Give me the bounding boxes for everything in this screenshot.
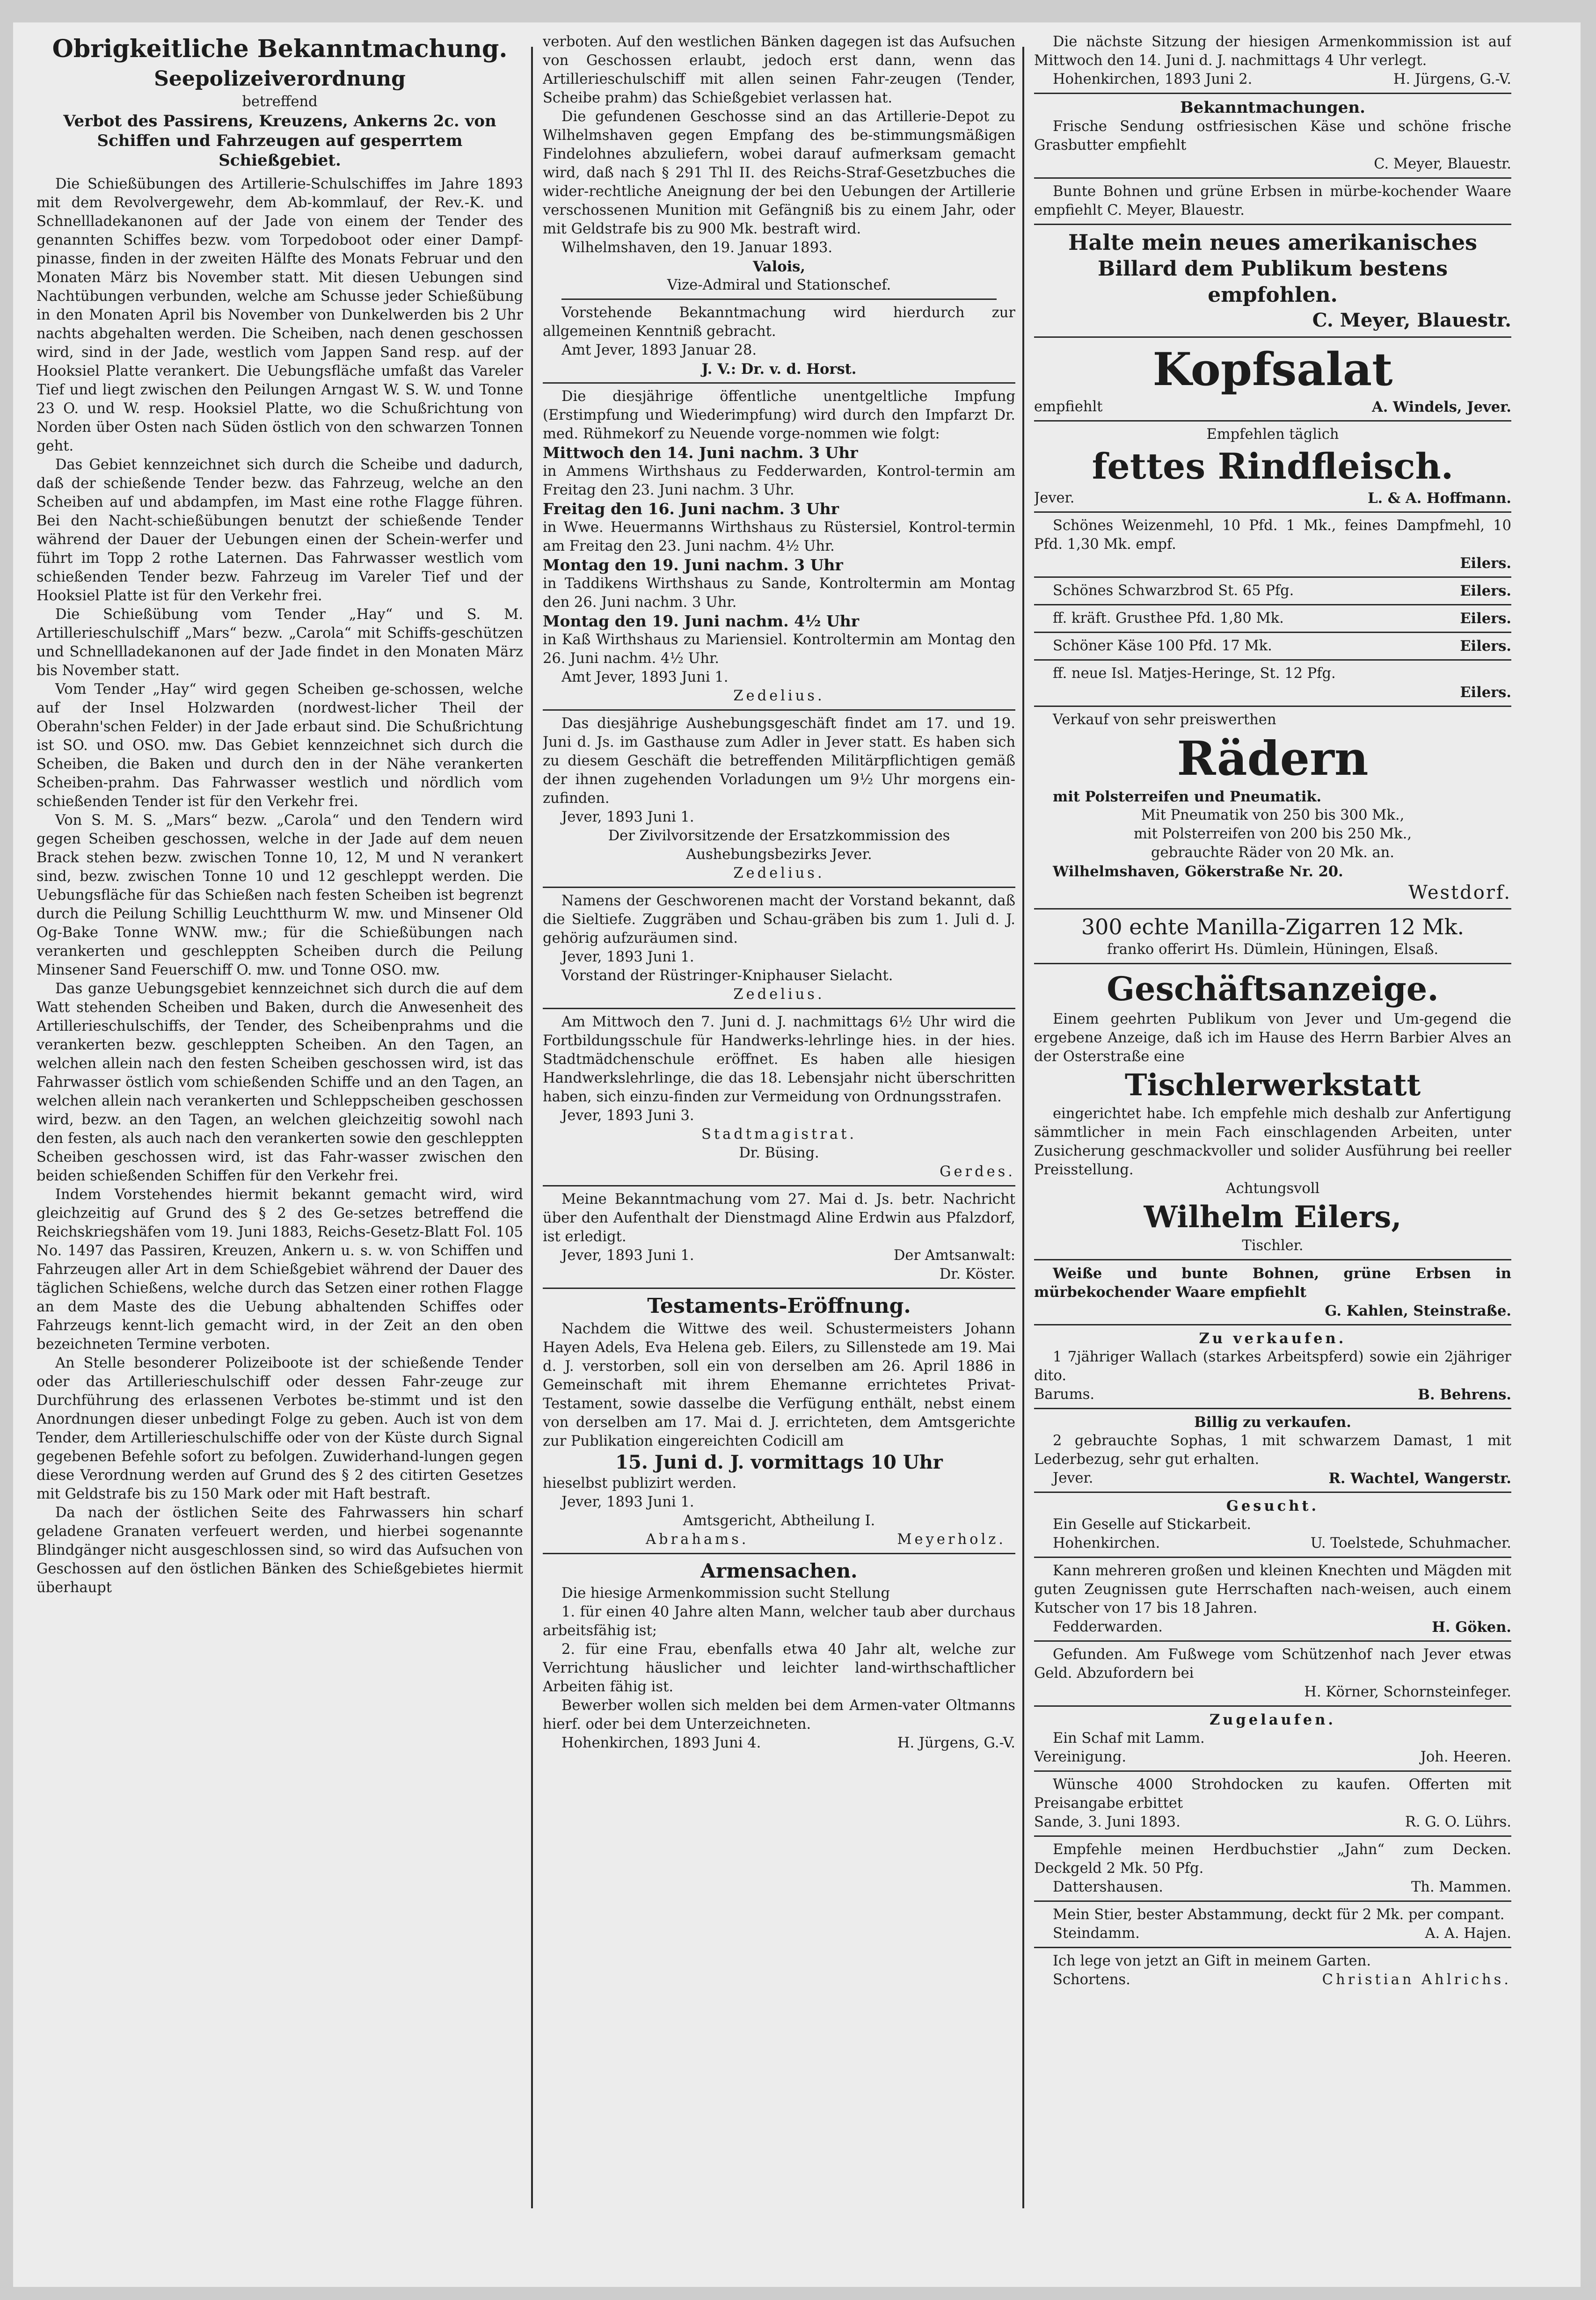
ad-text: Frische Sendung ostfriesischen Käse und schöne frische Grasbutter empfiehlt xyxy=(1034,118,1511,153)
column-rule-2 xyxy=(1022,47,1024,2208)
ad-signature: R. G. O. Lührs. xyxy=(1405,1814,1511,1830)
notice-signature: Meyerholz. xyxy=(897,1531,1006,1548)
ad-text: Vereinigung. xyxy=(1034,1749,1127,1765)
ad-signature: Eilers. xyxy=(1460,610,1511,627)
ad-text: ff. kräft. Grusthee Pfd. 1,80 Mk. xyxy=(1053,610,1284,626)
notice-paragraph: Das diesjährige Aushebungsgeschäft findet am 17. und 19. Juni d. Js. im Gasthause zum Adler in Jever statt. Es haben sich zu diesem Geschäft die betreffenden Militärpflichtigen gemäß der ihnen zugehenden Vorladungen um 9½ Uhr morgens ein-zufinden. xyxy=(543,715,1015,807)
notice-date: Amt Jever, 1893 Januar 28. xyxy=(561,342,757,358)
vaccination-place: in Kaß Wirthshaus zu Mariensiel. Kontroltermin am Montag den 26. Juni nachm. 4½ Uhr. xyxy=(543,632,1015,667)
ad-big-headline: Geschäftsanzeige. xyxy=(1107,969,1439,1008)
notice-date: Hohenkirchen, 1893 Juni 2. xyxy=(1053,71,1253,87)
notice-signature: Gerdes. xyxy=(940,1164,1015,1180)
notice-paragraph: verboten. Auf den westlichen Bänken dagegen ist das Aufsuchen von Geschossen erlaubt, jedoch erst dann, wenn das Artillerieschulschiff mit allen seinen Fahr-zeugen (Tender, Scheibe prahm) das Schießgebiet verlassen hat. xyxy=(543,34,1015,106)
notice-date: Wilhelmshaven, den 19. Januar 1893. xyxy=(561,240,833,256)
ad-text: Jever. xyxy=(1053,1470,1093,1486)
ad-signature: Eilers. xyxy=(1460,582,1511,599)
vaccination-date: Mittwoch den 14. Juni nachm. 3 Uhr xyxy=(543,444,858,462)
ad-big-headline: Wilhelm Eilers, xyxy=(1144,1200,1402,1235)
notice-paragraph: Indem Vorstehendes hiermit bekannt gemacht wird, wird gleichzeitig auf Grund des § 2 des Ge-setzes betreffend die Reichskriegshäfen vom 19. Juni 1883, Reichs-Gesetz-Blatt Fol. 105 No. 1497 das Passiren, Kreuzen, Ankern u. s. w. von Schiffen und Fahrzeugen aller Art in dem Schießgebiet während der Dauer des täglichen Schießens, welche durch das Setzen einer rothen Flagge an dem Maste des die Uebung abhaltenden Schiffes oder Fahrzeugs kennt-lich gemacht wird, in der Zeit an den oben bezeichneten Termine verboten. xyxy=(36,1186,523,1353)
notice-paragraph: Das Gebiet kennzeichnet sich durch die Scheibe und dadurch, daß der schießende Tender bezw. das Fahrzeug, welche an den Scheiben auf und abdampfen, im Mast eine rothe Flagge führen. Bei den Nacht-schießübungen benutzt der schießende Tender während der Dauer der Uebungen einen der Schein-werfer und führt im Topp 2 rothe Laternen. Das Fahrwasser westlich vom schießenden Tender bezw. Fahrzeug im Vareler Tief und der Hooksiel Platte ist für den Verkehr frei. xyxy=(36,457,523,604)
ad-text: franko offerirt Hs. Dümlein, Hüningen, Elsaß. xyxy=(1107,941,1439,958)
vaccination-date: Montag den 19. Juni nachm. 4½ Uhr xyxy=(543,612,860,630)
ad-text: Einem geehrten Publikum von Jever und Um-gegend die ergebene Anzeige, daß ich im Hause des Herrn Barbier Alves an der Osterstraße eine xyxy=(1034,1011,1511,1065)
notice-signature: J. V.: Dr. v. d. Horst. xyxy=(701,361,857,378)
vaccination-intro: Die diesjährige öffentliche unentgeltliche Impfung (Erstimpfung und Wiederimpfung) wird durch den Impfarzt Dr. med. Rühmekorf zu Neuende vorge-nommen wie folgt: xyxy=(543,388,1015,442)
notice-signature: Der Zivilvorsitzende der Ersatzkommission des Aushebungsbezirks Jever. xyxy=(608,828,950,863)
ad-text: Hohenkirchen. xyxy=(1053,1535,1160,1551)
vaccination-place: in Wwe. Heuermanns Wirthshaus zu Rüstersiel, Kontrol-termin am Freitag den 23. Juni nachm. 4½ Uhr. xyxy=(543,519,1015,554)
ad-signature: B. Behrens. xyxy=(1418,1386,1511,1403)
ad-signature: C. Meyer, Blauestr. xyxy=(1312,309,1511,331)
ad-signature: H. Körner, Schornsteinfeger. xyxy=(1304,1684,1511,1700)
notice-signature: Vize-Admiral und Stationschef. xyxy=(667,277,891,293)
vaccination-place: in Taddikens Wirthshaus zu Sande, Kontroltermin am Montag den 26. Juni nachm. 3 Uhr. xyxy=(543,575,1015,611)
notice-date: Jever, 1893 Juni 1. xyxy=(561,1494,694,1510)
ad-title: Zu verkaufen. xyxy=(1199,1330,1347,1347)
ad-text: Mit Pneumatik von 250 bis 300 Mk., xyxy=(1141,807,1405,823)
notice-paragraph: Namens der Geschworenen macht der Vorstand bekannt, daß die Sieltiefe. Zuggräben und Schau-gräben bis zum 1. Juli d. J. gehörig aufzuräumen sind. xyxy=(543,893,1015,946)
ad-text: ff. neue Isl. Matjes-Heringe, St. 12 Pfg. xyxy=(1053,665,1336,682)
ad-text: mit Polsterreifen und Pneumatik. xyxy=(1053,788,1322,805)
ad-text: Sande, 3. Juni 1893. xyxy=(1034,1814,1181,1830)
ad-text: Verkauf von sehr preiswerthen xyxy=(1053,712,1276,728)
ad-text: 1 7jähriger Wallach (starkes Arbeitspferd) sowie ein 2jähriger dito. xyxy=(1034,1349,1511,1384)
ad-text: Barums. xyxy=(1034,1386,1095,1403)
ad-text: mit Polsterreifen von 200 bis 250 Mk., xyxy=(1133,826,1412,842)
ad-title: Gesucht. xyxy=(1226,1498,1319,1514)
notice-subtitle: Seepolizeiverordnung xyxy=(154,67,406,91)
armen-title: Armensachen. xyxy=(700,1559,858,1582)
notice-date: Jever, 1893 Juni 1. xyxy=(561,949,694,965)
notice-signature: Zedelius. xyxy=(733,986,825,1003)
ad-big-headline: Tischlerwerkstatt xyxy=(1124,1068,1421,1103)
ad-signature: Joh. Heeren. xyxy=(1420,1749,1511,1765)
ad-signature: C. Meyer, Blauestr. xyxy=(1374,156,1511,172)
notice-signature: Vorstand der Rüstringer-Kniphauser Sielacht. xyxy=(561,968,893,984)
notice-signature: Der Amtsanwalt: xyxy=(893,1247,1015,1264)
ad-headline: Halte mein neues amerikanisches xyxy=(1068,230,1478,255)
ad-text: Achtungsvoll xyxy=(1225,1180,1320,1197)
ad-big-headline: Kopfsalat xyxy=(1152,343,1393,396)
testament-date: 15. Juni d. J. vormittags 10 Uhr xyxy=(615,1451,943,1473)
notice-signature: Dr. Köster. xyxy=(939,1266,1015,1282)
notice-date: Amt Jever, 1893 Juni 1. xyxy=(561,669,729,685)
ads-header: Bekanntmachungen. xyxy=(1180,98,1365,117)
notice-signature: H. Jürgens, G.-V. xyxy=(1393,71,1511,87)
ad-big-headline: Rädern xyxy=(1177,731,1369,786)
notice-paragraph: Meine Bekanntmachung vom 27. Mai d. Js. betr. Nachricht über den Aufenthalt der Dienstmagd Aline Erdwin aus Pfalzdorf, ist erledigt. xyxy=(543,1191,1015,1245)
notice-signature: Valois, xyxy=(753,258,805,275)
ad-signature: A. Windels, Jever. xyxy=(1372,399,1511,415)
ad-text: Schönes Weizenmehl, 10 Pfd. 1 Mk., feines Dampfmehl, 10 Pfd. 1,30 Mk. empf. xyxy=(1034,517,1511,553)
ad-signature: H. Göken. xyxy=(1432,1619,1511,1636)
ad-signature: G. Kahlen, Steinstraße. xyxy=(1325,1303,1511,1319)
ad-text: Gefunden. Am Fußwege vom Schützenhof nach Jever etwas Geld. Abzufordern bei xyxy=(1034,1646,1511,1681)
notice-list-item: 2. für eine Frau, ebenfalls etwa 40 Jahr alt, welche zur Verrichtung häuslicher und leichter land-wirthschaftlicher Arbeiten fähig ist. xyxy=(543,1641,1015,1695)
notice-signature: Dr. Büsing. xyxy=(739,1145,819,1161)
ad-title: Billig zu verkaufen. xyxy=(1194,1414,1351,1431)
ad-signature: A. A. Hajen. xyxy=(1425,1925,1511,1942)
ad-signature: U. Toelstede, Schuhmacher. xyxy=(1310,1535,1511,1551)
notice-signature: Abrahams. xyxy=(646,1531,749,1548)
notice-paragraph: Am Mittwoch den 7. Juni d. J. nachmittags 6½ Uhr wird die Fortbildungsschule für Handwerks-lehrlinge hies. in der hies. Stadtmädchenschule eröffnet. Es haben alle hiesigen Handwerkslehrlinge, die das 18. Lebensjahr nicht überschritten haben, sich einzu-finden zur Vermeidung von Ordnungsstrafen. xyxy=(543,1014,1015,1105)
notice-paragraph: Die hiesige Armenkommission sucht Stellung xyxy=(561,1585,890,1601)
ad-text: empfiehlt xyxy=(1034,399,1103,415)
notice-date: Jever, 1893 Juni 1. xyxy=(561,809,694,825)
vaccination-date: Montag den 19. Juni nachm. 3 Uhr xyxy=(543,556,843,574)
notice-date: Jever, 1893 Juni 3. xyxy=(561,1107,694,1124)
ad-text: Wilhelmshaven, Gökerstraße Nr. 20. xyxy=(1053,863,1343,880)
notice-paragraph: Die Schießübungen des Artillerie-Schulschiffes im Jahre 1893 mit dem Revolvergewehr, dem Ab-kommlauf, der Rev.-K. und Schnellladekanonen auf der Jade von einem der Tender des genannten Schiffes bezw. vom Torpedoboot oder einer Dampf-pinasse, finden in der zweiten Hälfte des Monats Februar und den Monaten März bis November statt. Mit diesen Uebungen sind Nachtübungen verbunden, welche am Schusse jeder Schießübung in den Monaten April bis November von Dunkelwerden bis 2 Uhr nachts abgehalten werden. Die Scheiben, nach denen geschossen wird, sind in der Jade, westlich vom Jappen Sand resp. auf der Hooksiel Platte verankert. Die Uebungsfläche umfaßt das Vareler Tief und liegt zwischen den Peilungen Arngast W. S. W. und Tonne 23 O. und W. resp. Hooksiel Platte, wo die Schußrichtung von Norden über Osten nach Süden östlich von den schwarzen Tonnen geht. xyxy=(36,176,523,454)
ad-signature: Th. Mammen. xyxy=(1411,1879,1511,1895)
notice-paragraph: Bewerber wollen sich melden bei dem Armen-vater Oltmanns hierf. oder bei dem Unterzeichneten. xyxy=(543,1697,1015,1732)
ad-text: 2 gebrauchte Sophas, 1 mit schwarzem Damast, 1 mit Lederbezug, sehr gut erhalten. xyxy=(1034,1433,1511,1468)
ad-text: Ich lege von jetzt an Gift in meinem Garten. xyxy=(1053,1953,1371,1969)
notice-paragraph: Von S. M. S. „Mars“ bezw. „Carola“ und den Tendern wird gegen Scheiben geschossen, welche in der Jade auf dem neuen Brack stehen bezw. zwischen Tonne 10, 12, M und N verankert sind, bezw. zwischen Tonne 10 und 12 geschleppt werden. Die Uebungsfläche für das Schießen nach festen Scheiben ist begrenzt durch die Peilung Schillig Leuchtthurm W. mw. und Minsener Old Og-Bake Tonne WNW. mw.; für die Schießübungen nach verankerten und geschleppten Scheiben durch die Peilung Minsener Sand Feuerschiff O. mw. und Tonne OSO. mw. xyxy=(36,812,523,978)
column-2 xyxy=(543,33,1015,1753)
vaccination-date: Freitag den 16. Juni nachm. 3 Uhr xyxy=(543,500,839,518)
notice-signature: H. Jürgens, G.-V. xyxy=(897,1735,1015,1751)
ad-signature: L. & A. Hoffmann. xyxy=(1368,490,1511,507)
ad-text: Schöner Käse 100 Pfd. 17 Mk. xyxy=(1053,638,1272,654)
ad-text: Ein Schaf mit Lamm. xyxy=(1053,1730,1205,1747)
notice-title: Obrigkeitliche Bekanntmachung. xyxy=(52,35,508,63)
notice-signature: Zedelius. xyxy=(733,688,825,704)
ad-text: Bunte Bohnen und grüne Erbsen in mürbe-kochender Waare empfiehlt C. Meyer, Blauestr. xyxy=(1034,183,1511,218)
ad-text: Ein Geselle auf Stickarbeit. xyxy=(1053,1516,1252,1533)
notice-date: Hohenkirchen, 1893 Juni 4. xyxy=(561,1735,761,1751)
notice-list-item: 1. für einen 40 Jahre alten Mann, welcher taub aber durchaus arbeitsfähig ist; xyxy=(543,1604,1015,1639)
column-rule-1 xyxy=(531,47,533,2208)
notice-paragraph: Vorstehende Bekanntmachung wird hierdurch zur allgemeinen Kenntniß gebracht. xyxy=(543,305,1015,340)
notice-paragraph: Vom Tender „Hay“ wird gegen Scheiben ge-schossen, welche auf der Insel Holzwarden (nordwest-licher Theil der Oberahn'schen Felder) in der Jade erbaut sind. Die Schußrichtung ist SO. und OSO. mw. Das Gebiet kennzeichnet sich durch die Scheiben, die Baken und durch den in der Nähe verankerten Scheiben-prahm. Das Fahrwasser westlich und nördlich vom schießenden Tender ist für den Verkehr frei. xyxy=(36,681,523,810)
notice-paragraph: Die nächste Sitzung der hiesigen Armenkommission ist auf Mittwoch den 14. Juni d. J. nachmittags 4 Uhr verlegt. xyxy=(1034,34,1511,69)
column-3 xyxy=(1034,33,1511,1989)
notice-signature: Amtsgericht, Abtheilung I. xyxy=(683,1513,875,1529)
ad-text: Kann mehreren großen und kleinen Knechten und Mägden mit guten Zeugnissen gute Herrschaften nach-weisen, auch einem Kutscher von 17 bis 18 Jahren. xyxy=(1034,1563,1511,1616)
notice-subject: Verbot des Passirens, Kreuzens, Ankerns 2c. von Schiffen und Fahrzeugen auf gesperrtem Schießgebiet. xyxy=(63,112,496,170)
ad-text: Mein Stier, bester Abstammung, deckt für 2 Mk. per compant. xyxy=(1053,1907,1505,1923)
ad-headline: 300 echte Manilla-Zigarren 12 Mk. xyxy=(1081,914,1465,939)
notice-date: Jever, 1893 Juni 1. xyxy=(561,1247,694,1264)
vaccination-place: in Ammens Wirthshaus zu Fedderwarden, Kontrol-termin am Freitag den 23. Juni nachm. 3 Uhr. xyxy=(543,463,1015,498)
column-1 xyxy=(36,33,523,1597)
ad-text: Fedderwarden. xyxy=(1053,1619,1163,1635)
ad-signature: R. Wachtel, Wangerstr. xyxy=(1328,1470,1511,1487)
ad-text: Steindamm. xyxy=(1053,1925,1140,1942)
ad-signature: Tischler. xyxy=(1242,1237,1304,1254)
ad-text: Wünsche 4000 Strohdocken zu kaufen. Offerten mit Preisangabe erbittet xyxy=(1034,1776,1511,1812)
notice-paragraph: hieselbst publizirt werden. xyxy=(543,1475,737,1492)
ad-text: Empfehlen täglich xyxy=(1206,426,1339,443)
notice-paragraph: Die Schießübung vom Tender „Hay“ und S. M. Artillerieschulschiff „Mars“ bezw. „Carola“ mit Schiffs-geschützen und Schnellladekanonen auf der Jade findet in den Monaten März bis November statt. xyxy=(36,606,523,679)
ad-signature: Eilers. xyxy=(1460,555,1511,572)
ad-text: Schortens. xyxy=(1053,1972,1130,1988)
ad-signature: Eilers. xyxy=(1460,638,1511,655)
ad-big-headline: fettes Rindfleisch. xyxy=(1092,445,1454,487)
ad-headline: Billard dem Publikum bestens empfohlen. xyxy=(1098,257,1448,307)
ad-signature: Christian Ahlrichs. xyxy=(1322,1972,1511,1988)
notice-paragraph: Nachdem die Wittwe des weil. Schustermeisters Johann Hayen Adels, Eva Helena geb. Eilers, zu Sillenstede am 19. Mai d. J. verstorben, soll ein von derselben am 26. April 1886 in Gemeinschaft mit ihrem Ehemanne errichtetes Privat-Testament, sowie dasselbe die Verfügung enthält, nebst einem von derselben am 17. Mai d. J. errichteten, dem Amtsgerichte zur Publikation eingereichten Codicill am xyxy=(543,1321,1015,1449)
ad-text: Schönes Schwarzbrod St. 65 Pfg. xyxy=(1053,582,1294,599)
notice-paragraph: Da nach der östlichen Seite des Fahrwassers hin scharf geladene Granaten verfeuert werden, und hierbei sogenannte Blindgänger nicht ausgeschlossen sind, so wird das Aufsuchen von Geschossen auf den östlichen Bänken des Schießgebietes hiermit überhaupt xyxy=(36,1505,523,1596)
notice-paragraph: Das ganze Uebungsgebiet kennzeichnet sich durch die auf dem Watt stehenden Scheiben und Baken, durch die Anwesenheit des Artillerieschulschiffs, der Tender, des Scheibenprahms und die verankerten bezw. geschleppten Scheiben. An den Tagen, an welchen allein nach den festen Scheiben geschossen wird, ist das Fahrwasser östlich vom schießenden Schiffe und an den Tagen, an welchen allein nach verankerten und Schleppscheiben geschossen wird, bezw. an den Tagen, an welchen gleichzeitig sowohl nach den festen, als auch nach den verankerten sowie den geschleppten Scheiben geschossen wird, ist das Fahr-wasser zwischen den beiden schießenden Schiffen für den Verkehr frei. xyxy=(36,981,523,1184)
notice-signature: Stadtmagistrat. xyxy=(701,1126,857,1143)
ad-text: Jever. xyxy=(1034,490,1075,506)
notice-signature: Zedelius. xyxy=(733,865,825,881)
ad-text: Empfehle meinen Herdbuchstier „Jahn“ zum Decken. Deckgeld 2 Mk. 50 Pfg. xyxy=(1034,1841,1511,1877)
notice-paragraph: Die gefundenen Geschosse sind an das Artillerie-Depot zu Wilhelmshaven gegen Empfang des be-stimmungsmäßigen Findelohnes abzuliefern, wobei darauf aufmerksam gemacht wird, daß nach § 291 Thl II. des Reichs-Straf-Gesetzbuches die wider-rechtliche Aneignung der bei den Uebungen der Artillerie verschossenen Munition mit Gefängniß bis zu einem Jahr, oder mit Geldstrafe bis zu 900 Mk. bestraft wird. xyxy=(543,109,1015,237)
testament-title: Testaments-Eröffnung. xyxy=(647,1294,911,1318)
ad-text: gebrauchte Räder von 20 Mk. an. xyxy=(1151,844,1394,861)
ad-text: Weiße und bunte Bohnen, grüne Erbsen in mürbekochender Waare empfiehlt xyxy=(1034,1265,1511,1301)
ad-text: Dattershausen. xyxy=(1053,1879,1163,1895)
ad-signature: Westdorf. xyxy=(1408,882,1511,903)
notice-paragraph: An Stelle besonderer Polizeiboote ist der schießende Tender oder das Artillerieschulschiff oder dessen Fahr-zeuge zur Durchführung des erlassenen Verbotes be-stimmt und ist den Anordnungen dieser unbedingt Folge zu geben. Auch ist von dem Tender, dem Artillerieschulschiffe oder von der Küste durch Signal gegebenen Befehle sofort zu befolgen. Zuwiderhand-lungen gegen diese Verordnung werden auf Grund des § 2 des citirten Gesetzes mit Geldstrafe bis zu 150 Mark oder mit Haft bestraft. xyxy=(36,1355,523,1502)
ad-text: eingerichtet habe. Ich empfehle mich deshalb zur Anfertigung sämmtlicher in mein Fach einschlagenden Arbeiten, unter Zusicherung geschmackvoller und solider Ausführung bei reeller Preisstellung. xyxy=(1034,1106,1511,1178)
notice-betreffend: betreffend xyxy=(242,94,318,110)
ad-title: Zugelaufen. xyxy=(1209,1711,1336,1728)
ad-signature: Eilers. xyxy=(1460,684,1511,701)
